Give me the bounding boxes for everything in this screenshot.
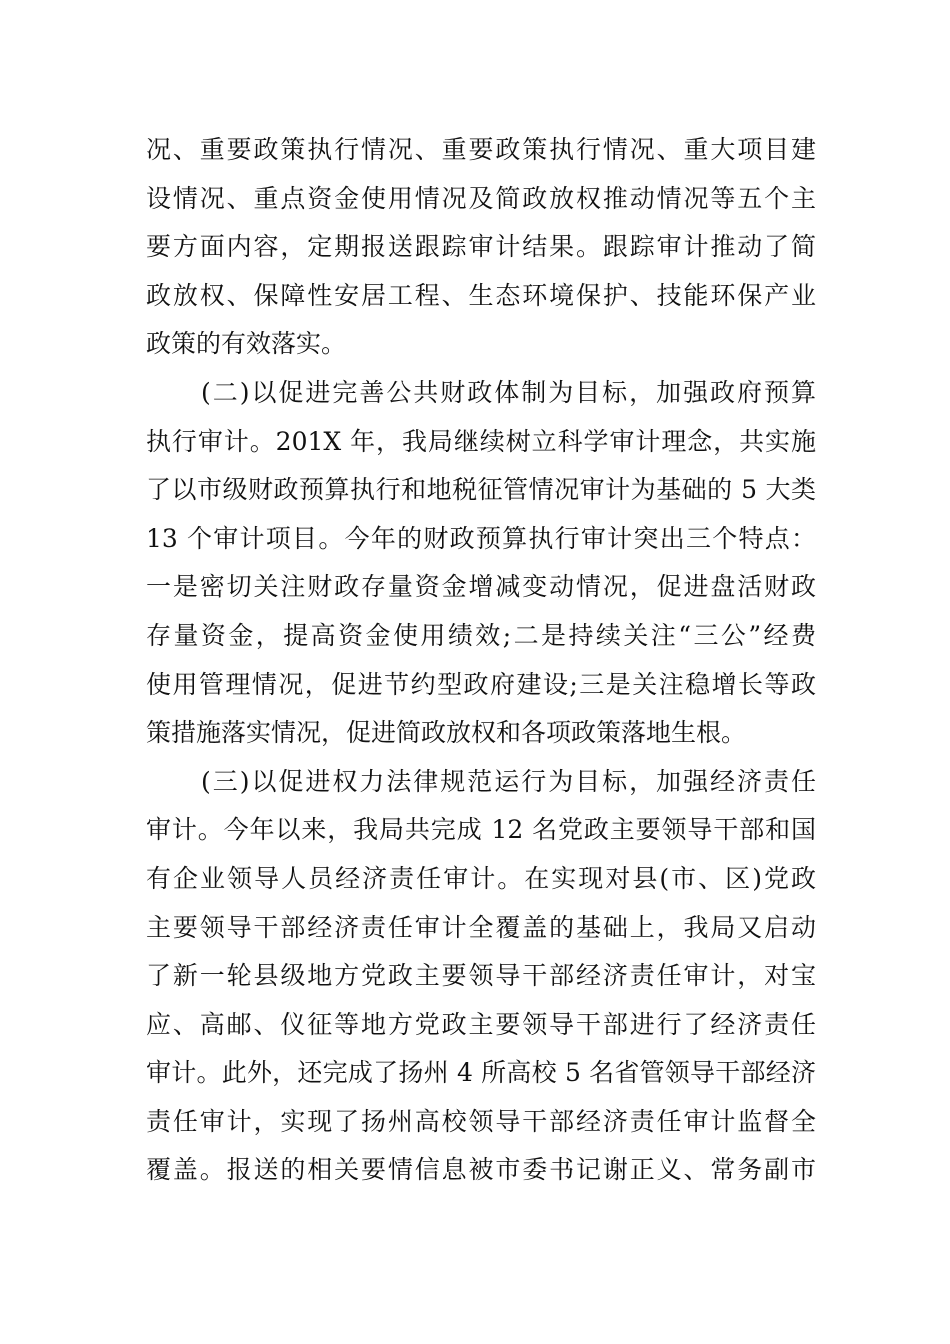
text-line: 使用管理情况，促进节约型政府建设;三是关注稳增长等政 — [146, 669, 816, 699]
text-line: 一是密切关注财政存量资金增减变动情况，促进盘活财政 — [146, 572, 816, 602]
paragraph-start-line: (三)以促进权力法律规范运行为目标，加强经济责任 — [201, 766, 816, 796]
text-line: 审计。此外，还完成了扬州 4 所高校 5 名省管领导干部经济 — [146, 1058, 816, 1088]
text-line: 审计。今年以来，我局共完成 12 名党政主要领导干部和国 — [146, 815, 816, 845]
text-line: 了以市级财政预算执行和地税征管情况审计为基础的 5 大类 — [146, 475, 816, 505]
text-line: 责任审计，实现了扬州高校领导干部经济责任审计监督全 — [146, 1106, 816, 1136]
text-line: 况、重要政策执行情况、重要政策执行情况、重大项目建 — [146, 135, 816, 164]
text-line: 设情况、重点资金使用情况及简政放权推动情况等五个主 — [146, 183, 816, 213]
text-line: 政放权、保障性安居工程、生态环境保护、技能环保产业 — [146, 280, 816, 310]
text-line: 政策的有效落实。 — [146, 329, 347, 359]
text-line: 主要领导干部经济责任审计全覆盖的基础上，我局又启动 — [146, 912, 816, 942]
text-line: 覆盖。报送的相关要情信息被市委书记谢正义、常务副市 — [146, 1155, 816, 1185]
text-line: 有企业领导人员经济责任审计。在实现对县(市、区)党政 — [146, 863, 816, 893]
text-line: 应、高邮、仪征等地方党政主要领导干部进行了经济责任 — [146, 1009, 816, 1039]
text-line: 13 个审计项目。今年的财政预算执行审计突出三个特点： — [146, 523, 816, 553]
text-line: 策措施落实情况，促进简政放权和各项政策落地生根。 — [146, 718, 747, 748]
text-line: 存量资金，提高资金使用绩效;二是持续关注“三公”经费 — [146, 620, 816, 650]
body-text — [146, 126, 816, 1195]
paragraph-start-line: (二)以促进完善公共财政体制为目标，加强政府预算 — [201, 377, 816, 407]
text-line: 了新一轮县级地方党政主要领导干部经济责任审计，对宝 — [146, 961, 816, 991]
text-line: 执行审计。201X 年，我局继续树立科学审计理念，共实施 — [146, 426, 816, 456]
text-line: 要方面内容，定期报送跟踪审计结果。跟踪审计推动了简 — [146, 232, 816, 262]
